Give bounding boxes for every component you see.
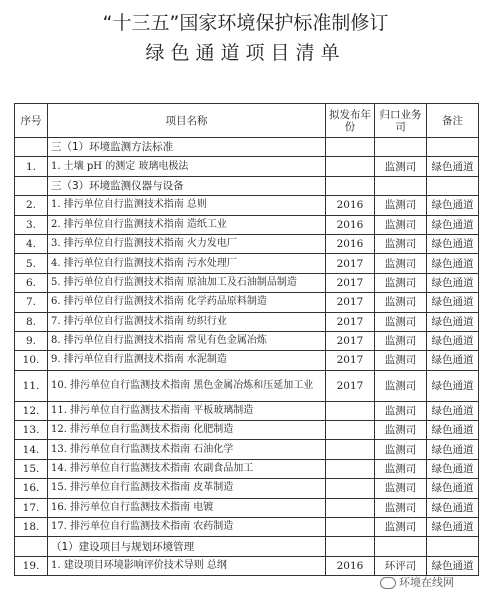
project-name: 2. 排污单位自行监测技术指南 造纸工业 xyxy=(48,215,326,234)
table-row xyxy=(15,440,479,459)
project-name: 3. 排污单位自行监测技术指南 火力发电厂 xyxy=(48,234,326,253)
section-title: 三（3）环境监测仪器与设备 xyxy=(48,176,326,195)
department: 监测司 xyxy=(375,401,427,420)
project-table xyxy=(14,103,479,576)
publish-year: 2017 xyxy=(326,254,375,273)
row-number: 7. xyxy=(15,293,48,312)
table-row xyxy=(15,370,479,401)
section-row xyxy=(15,537,479,556)
project-name: 6. 排污单位自行监测技术指南 化学药品原料制造 xyxy=(48,293,326,312)
publish-year: 2017 xyxy=(326,312,375,331)
row-number: 1. xyxy=(15,157,48,176)
remark: 绿色通道 xyxy=(427,556,479,575)
remark: 绿色通道 xyxy=(427,157,479,176)
row-number: 19. xyxy=(15,556,48,575)
department: 环评司 xyxy=(375,556,427,575)
department: 监测司 xyxy=(375,196,427,215)
remark: 绿色通道 xyxy=(427,518,479,537)
department: 监测司 xyxy=(375,254,427,273)
project-name: 15. 排污单位自行监测技术指南 皮革制造 xyxy=(48,479,326,498)
row-number: 8. xyxy=(15,312,48,331)
department: 监测司 xyxy=(375,518,427,537)
wechat-icon xyxy=(380,577,396,589)
table-row xyxy=(15,556,479,575)
table-header-row xyxy=(15,104,479,138)
section-title: 三（1）环境监测方法标准 xyxy=(48,138,326,157)
department: 监测司 xyxy=(375,293,427,312)
table-row xyxy=(15,234,479,253)
project-name: 9. 排污单位自行监测技术指南 水泥制造 xyxy=(48,351,326,370)
publish-year: 2016 xyxy=(326,234,375,253)
department: 监测司 xyxy=(375,273,427,292)
header-note: 备注 xyxy=(427,104,479,138)
department: 监测司 xyxy=(375,234,427,253)
section-row xyxy=(15,138,479,157)
department: 监测司 xyxy=(375,459,427,478)
project-name: 14. 排污单位自行监测技术指南 农副食品加工 xyxy=(48,459,326,478)
table-row xyxy=(15,351,479,370)
publish-year: 2017 xyxy=(326,370,375,401)
remark: 绿色通道 xyxy=(427,498,479,517)
department: 监测司 xyxy=(375,370,427,401)
section-no-cell xyxy=(15,138,48,157)
project-name: 4. 排污单位自行监测技术指南 污水处理厂 xyxy=(48,254,326,273)
section-title: （1）建设项目与规划环境管理 xyxy=(48,537,326,556)
section-empty-cell xyxy=(326,537,375,556)
section-empty-cell xyxy=(427,176,479,195)
remark: 绿色通道 xyxy=(427,459,479,478)
row-number: 9. xyxy=(15,331,48,350)
remark: 绿色通道 xyxy=(427,351,479,370)
project-name: 5. 排污单位自行监测技术指南 原油加工及石油制品制造 xyxy=(48,273,326,292)
publish-year: 2017 xyxy=(326,273,375,292)
section-no-cell xyxy=(15,537,48,556)
table-row xyxy=(15,273,479,292)
section-empty-cell xyxy=(375,138,427,157)
header-dept: 归口业务司 xyxy=(375,104,427,138)
publish-year xyxy=(326,157,375,176)
remark: 绿色通道 xyxy=(427,331,479,350)
table-row xyxy=(15,498,479,517)
section-empty-cell xyxy=(326,138,375,157)
table-row xyxy=(15,254,479,273)
table-row xyxy=(15,421,479,440)
department: 监测司 xyxy=(375,312,427,331)
row-number: 13. xyxy=(15,421,48,440)
publish-year xyxy=(326,479,375,498)
table-row xyxy=(15,215,479,234)
table-row xyxy=(15,312,479,331)
publish-year: 2016 xyxy=(326,556,375,575)
project-name: 12. 排污单位自行监测技术指南 化肥制造 xyxy=(48,421,326,440)
remark: 绿色通道 xyxy=(427,234,479,253)
document-subtitle: 绿色通道项目清单 xyxy=(145,42,346,64)
project-name: 8. 排污单位自行监测技术指南 常见有色金属冶炼 xyxy=(48,331,326,350)
project-name: 13. 排污单位自行监测技术指南 石油化学 xyxy=(48,440,326,459)
row-number: 15. xyxy=(15,459,48,478)
project-name: 1. 排污单位自行监测技术指南 总则 xyxy=(48,196,326,215)
table-row xyxy=(15,293,479,312)
project-name: 1. 土壤 pH 的测定 玻璃电极法 xyxy=(48,157,326,176)
header-no: 序号 xyxy=(15,104,48,138)
row-number: 11. xyxy=(15,370,48,401)
department: 监测司 xyxy=(375,331,427,350)
remark: 绿色通道 xyxy=(427,215,479,234)
publish-year xyxy=(326,498,375,517)
department: 监测司 xyxy=(375,351,427,370)
publish-year: 2017 xyxy=(326,351,375,370)
row-number: 4. xyxy=(15,234,48,253)
publish-year: 2016 xyxy=(326,196,375,215)
document-title: “十三五”国家环境保护标准制修订 xyxy=(102,12,389,34)
row-number: 16. xyxy=(15,479,48,498)
section-empty-cell xyxy=(375,537,427,556)
department: 监测司 xyxy=(375,157,427,176)
section-empty-cell xyxy=(427,537,479,556)
section-no-cell xyxy=(15,176,48,195)
remark: 绿色通道 xyxy=(427,312,479,331)
row-number: 2. xyxy=(15,196,48,215)
remark: 绿色通道 xyxy=(427,421,479,440)
remark: 绿色通道 xyxy=(427,440,479,459)
department: 监测司 xyxy=(375,421,427,440)
watermark-text: 环境在线网 xyxy=(399,576,454,589)
remark: 绿色通道 xyxy=(427,196,479,215)
publish-year xyxy=(326,459,375,478)
table-row xyxy=(15,479,479,498)
table-row xyxy=(15,157,479,176)
project-name: 10. 排污单位自行监测技术指南 黑色金属冶炼和压延加工业 xyxy=(48,370,326,401)
section-empty-cell xyxy=(326,176,375,195)
project-name: 17. 排污单位自行监测技术指南 农药制造 xyxy=(48,518,326,537)
remark: 绿色通道 xyxy=(427,401,479,420)
department: 监测司 xyxy=(375,215,427,234)
remark: 绿色通道 xyxy=(427,273,479,292)
publish-year: 2017 xyxy=(326,331,375,350)
section-empty-cell xyxy=(375,176,427,195)
project-name: 1. 建设项目环境影响评价技术导则 总纲 xyxy=(48,556,326,575)
header-year: 拟发布年份 xyxy=(326,104,375,138)
section-row xyxy=(15,176,479,195)
table-row xyxy=(15,459,479,478)
watermark xyxy=(380,574,454,590)
publish-year: 2016 xyxy=(326,215,375,234)
row-number: 12. xyxy=(15,401,48,420)
row-number: 3. xyxy=(15,215,48,234)
publish-year xyxy=(326,401,375,420)
row-number: 10. xyxy=(15,351,48,370)
publish-year xyxy=(326,421,375,440)
row-number: 17. xyxy=(15,498,48,517)
header-name: 项目名称 xyxy=(48,104,326,138)
remark: 绿色通道 xyxy=(427,293,479,312)
project-name: 16. 排污单位自行监测技术指南 电镀 xyxy=(48,498,326,517)
remark: 绿色通道 xyxy=(427,370,479,401)
department: 监测司 xyxy=(375,498,427,517)
section-empty-cell xyxy=(427,138,479,157)
table-row xyxy=(15,518,479,537)
publish-year xyxy=(326,440,375,459)
table-row xyxy=(15,331,479,350)
publish-year: 2017 xyxy=(326,293,375,312)
table-row xyxy=(15,196,479,215)
publish-year xyxy=(326,518,375,537)
department: 监测司 xyxy=(375,479,427,498)
remark: 绿色通道 xyxy=(427,254,479,273)
department: 监测司 xyxy=(375,440,427,459)
row-number: 14. xyxy=(15,440,48,459)
row-number: 18. xyxy=(15,518,48,537)
project-name: 7. 排污单位自行监测技术指南 纺织行业 xyxy=(48,312,326,331)
remark: 绿色通道 xyxy=(427,479,479,498)
row-number: 5. xyxy=(15,254,48,273)
project-name: 11. 排污单位自行监测技术指南 平板玻璃制造 xyxy=(48,401,326,420)
row-number: 6. xyxy=(15,273,48,292)
table-row xyxy=(15,401,479,420)
